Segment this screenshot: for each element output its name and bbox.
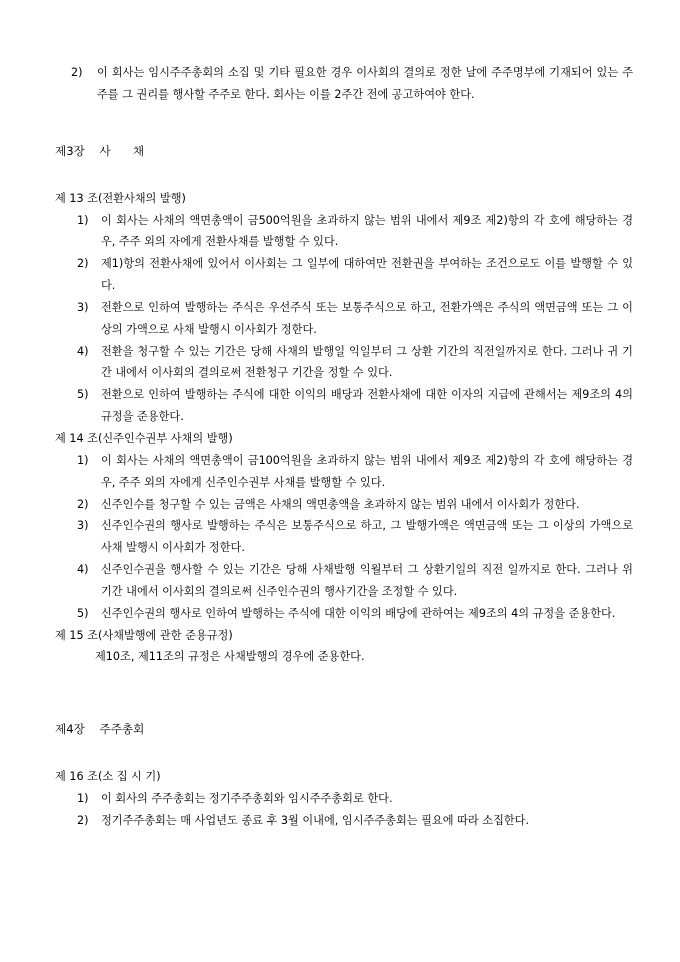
item-text: 전환으로 인하여 발행하는 주식에 대한 이익의 배당과 전환사채에 대한 이자의 지급에 관해서는 제9조의 4의 규정을 준용한다. [101,388,633,424]
item-number: 5) [77,606,89,620]
chapter-3-heading: 제3장 사 채 [55,143,145,158]
item-text: 전환으로 인하여 발행하는 주식은 우선주식 또는 보통주식으로 하고, 전환가액은 주식의 액면금액 또는 그 이상의 가액으로 사채 발행시 이사회가 정한다. [101,300,633,336]
article-16-item-2 [55,810,633,832]
item-text: 신주인수권을 행사할 수 있는 기간은 당해 사채발행 익월부터 그 상환기일의 직전 일까지로 한다. 그러나 위 기간 내에서 이사회의 결의로써 신주인수권의 행사기간을 조정할 수 있다. [101,563,633,598]
article-13-item-4 [55,341,633,385]
item-text: 전환을 청구할 수 있는 기간은 당해 사채의 발행일 익일부터 그 상환 기간의 직전일까지로 한다. 그러나 귀 기간 내에서 이사회의 결의로써 전환청구 기간을 정할 수 있다. [101,344,633,380]
item-number: 1) [77,213,89,227]
chapter-4-heading: 제4장 주주총회 [55,722,145,737]
article-14-item-3 [55,515,633,559]
item-text: 신주인수를 청구할 수 있는 금액은 사채의 액면총액을 초과하지 않는 범위 내에서 이사회가 정한다. [101,497,580,511]
item-number: 1) [77,453,89,467]
item-number: 3) [77,519,89,533]
article-13-item-2 [55,253,633,297]
article-14-item-2 [55,494,633,516]
top-clause-text: 이 회사는 임시주주총회의 소집 및 기타 필요한 경우 이사회의 결의로 정한 날에 주주명부에 기재되어 있는 주주를 그 권리를 행사할 주주로 한다. 회사는 이를 2주간 전에 공고하여야 한다. [97,66,633,101]
item-number: 2) [77,497,89,511]
article-14-item-5 [55,603,633,625]
article-16-item-1 [55,788,633,810]
item-text: 이 회사는 사채의 액면총액이 금500억원을 초과하지 않는 범위 내에서 제9조 제2)항의 각 호에 해당하는 경우, 주주 외의 자에게 전환사채를 발행할 수 있다. [101,213,633,249]
item-number: 4) [77,344,89,358]
article-13-item-5 [55,384,633,428]
item-number: 5) [77,388,89,402]
article-15-body: 제10조, 제11조의 규정은 사채발행의 경우에 준용한다. [95,650,365,664]
item-text: 정기주주총회는 매 사업년도 종료 후 3월 이내에, 임시주주총회는 필요에 따라 소집한다. [101,813,530,827]
article-15-title: 제 15 조(사채발행에 관한 준용규정) [55,628,233,642]
item-number: 1) [77,792,89,806]
article-14-item-1 [55,450,633,494]
article-14-title: 제 14 조(신주인수권부 사채의 발행) [55,431,233,445]
top-clause-number: 2) [71,66,83,79]
item-number: 2) [77,813,89,827]
item-text: 이 회사는 사채의 액면총액이 금100억원을 초과하지 않는 범위 내에서 제9조 제2)항의 각 호에 해당하는 경우, 주주 외의 자에게 신주인수권부 사채를 발행할 수 있다. [101,453,633,489]
item-number: 4) [77,563,89,577]
item-number: 3) [77,300,89,314]
article-13-title: 제 13 조(전환사채의 발행) [55,191,186,205]
item-text: 제1)항의 전환사채에 있어서 이사회는 그 일부에 대하여만 전환권을 부여하는 조건으로도 이를 발행할 수 있다. [101,257,633,293]
document-body [55,62,633,832]
item-text: 신주인수권의 행사로 인하여 발행하는 주식에 대한 이익의 배당에 관하여는 제9조의 4의 규정을 준용한다. [101,606,616,620]
item-text: 신주인수권의 행사로 발행하는 주식은 보통주식으로 하고, 그 발행가액은 액면금액 또는 그 이상의 가액으로 사채 발행시 이사회가 정한다. [101,519,633,555]
top-clause [55,62,633,106]
article-14-item-4 [55,559,633,603]
item-text: 이 회사의 주주총회는 정기주주총회와 임시주주총회로 한다. [101,792,393,806]
article-13-item-3 [55,297,633,341]
item-number: 2) [77,257,89,271]
article-16-title: 제 16 조(소 집 시 기) [55,770,161,784]
article-13-item-1 [55,210,633,254]
